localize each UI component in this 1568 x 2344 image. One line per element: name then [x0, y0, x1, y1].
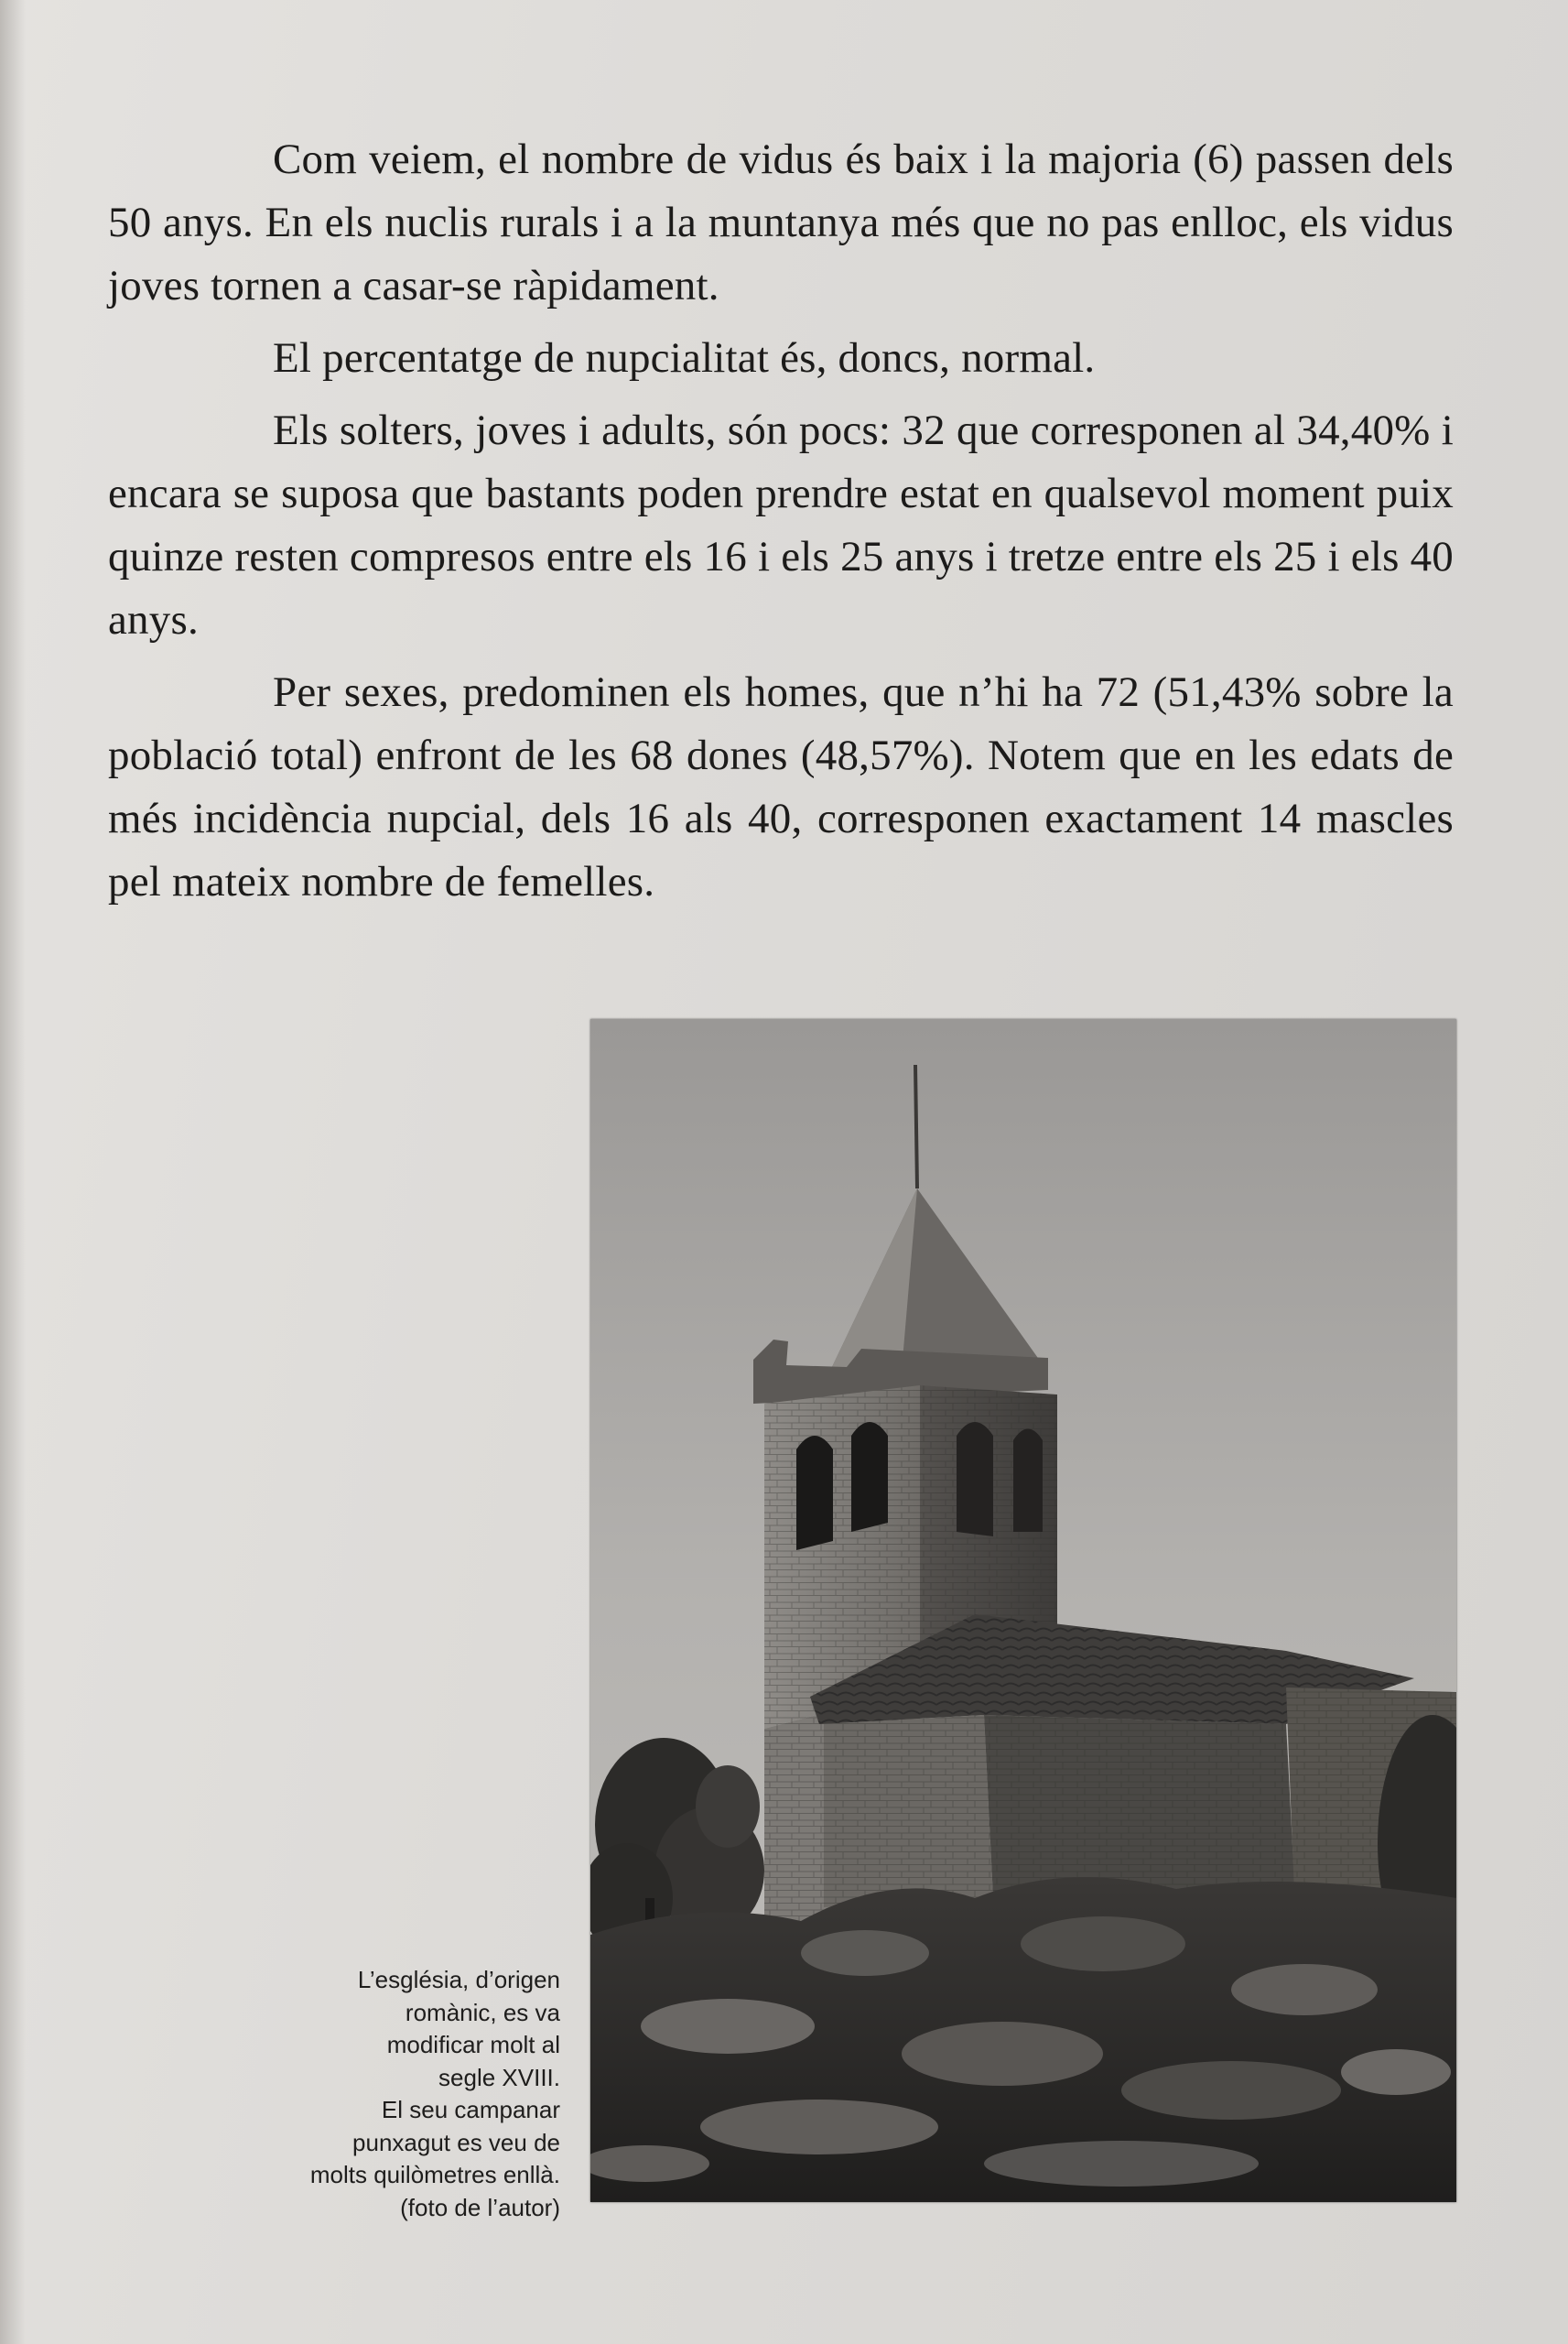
paragraph-singles: Els solters, joves i adults, són pocs: 32 que corresponen al 34,40% i encara se suposa que bastants poden prendre estat en qualsevol moment puix quinze resten compresos entre els 16 i els 25 anys i tretze entre els 25 i els 40 anys. [108, 407, 1454, 644]
church-photo [590, 1019, 1456, 2202]
paragraph-sexes: Per sexes, predominen els homes, que n’hi ha 72 (51,43% sobre la població total) enfront de les 68 dones (48,57%). Notem que en les edats de més incidència nupcial, dels 16 als 40, corresponen exactament 14 mascles pel mateix nombre de femelles. [108, 668, 1454, 906]
body-text [108, 128, 1454, 914]
photo-caption: L’església, d’origen romànic, es va modificar molt al segle XVIII. El seu campanar punxagut es veu de molts quilòmetres enllà. (foto de l’autor) [309, 1966, 560, 2221]
paragraph-widowers: Com veiem, el nombre de vidus és baix i la majoria (6) passen dels 50 anys. En els nuclis rurals i a la muntanya més que no pas enlloc, els vidus joves tornen a casar-se ràpidament. [108, 136, 1454, 309]
paragraph-nuptiality: El percentatge de nupcialitat és, doncs, normal. [273, 334, 1096, 382]
page-gutter-shadow [0, 0, 26, 2344]
